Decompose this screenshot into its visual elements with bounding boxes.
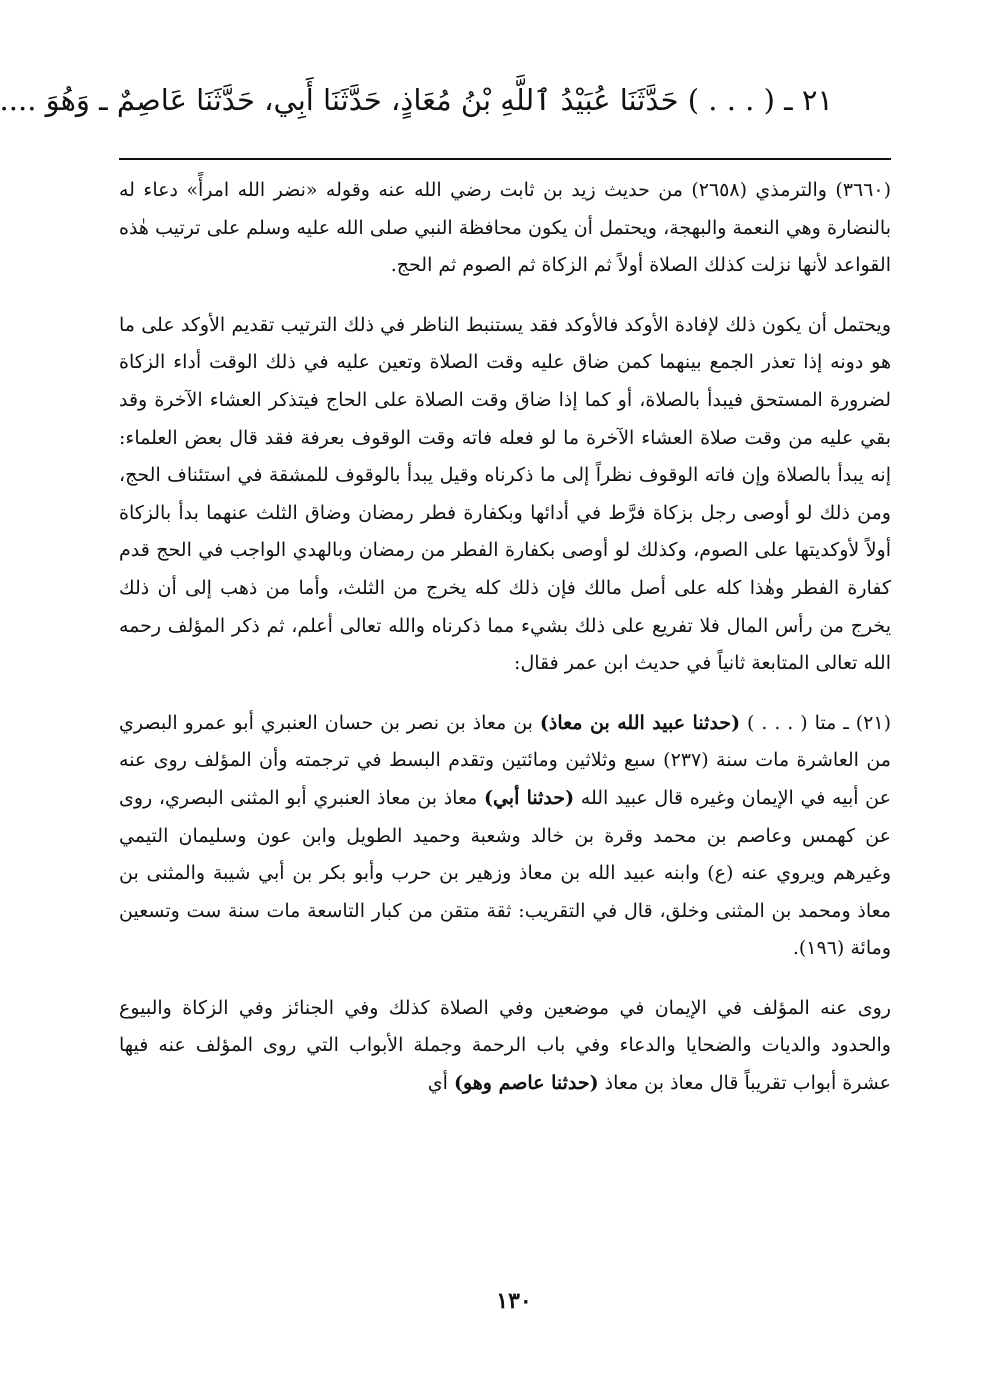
commentary-paragraph-4 [119, 990, 891, 1103]
narrator-text-2: معاذ بن معاذ العنبري أبو المثنى البصري، روى عن كهمس وعاصم بن محمد وقرة بن خالد وشعبة وحميد الطويل وابن عون وسليمان التيمي وغيرهم ويروي عنه (ع) وابنه عبيد الله بن معاذ وزهير بن حرب وأبو بكر بن أبي شيبة والمثنى بن معاذ ومحمد بن المثنى وخلق، قال في التقريب: ثقة متقن من كبار التاسعة مات سنة ست وتسعين ومائة (١٩٦). [119, 786, 891, 960]
hadith-text-line: ٢١ ـ ( . . . ) حَدَّثَنَا عُبَيْدُ ٱللَّهِ بْنُ مُعَاذٍ، حَدَّثَنَا أَبِي، حَدَّثَنَا عَاصِمٌ ـ وَهُوَ .... [0, 83, 833, 117]
commentary-paragraph-1: (٣٦٦٠) والترمذي (٢٦٥٨) من حديث زيد بن ثابت رضي الله عنه وقوله «نضر الله امرأً» دعاء له بالنضارة وهي النعمة والبهجة، ويحتمل أن يكون محافظة النبي صلى الله عليه وسلم على ترتيب هٰذه القواعد لأنها نزلت كذلك الصلاة أولاً ثم الزكاة ثم الصوم ثم الحج. [119, 179, 892, 277]
commentary-body [119, 172, 891, 1125]
narrator-quote-3: (حدثنا عاصم وهو) [453, 1072, 599, 1095]
commentary-paragraph-3 [119, 705, 891, 968]
paragraph-lead: (٢١) ـ متا ( . . . ) [747, 711, 891, 734]
narrator-quote-1: (حدثنا عبيد الله بن معاذ) [539, 711, 741, 734]
narrator-text-1: بن معاذ بن نصر بن حسان العنبري أبو عمرو البصري من العاشرة مات سنة (٢٣٧) سبع وثلاثين ومائتين وتقدم البسط في ترجمته وأن المؤلف روى عنه عن أبيه في الإيمان وغيره قال عبيد الله [119, 711, 891, 809]
narrator-text-3: روى عنه المؤلف في الإيمان في موضعين وفي الصلاة كذلك وفي الجنائز وفي الزكاة والبيوع والحدود والديات والضحايا والدعاء وفي باب الرحمة وجملة الأبواب التي روى المؤلف عنه فيها عشرة أبواب تقريباً قال معاذ بن معاذ [119, 996, 891, 1095]
narrator-text-4: أي [427, 1072, 448, 1095]
separator-rule [119, 158, 891, 160]
narrator-quote-2: (حدثنا أبي) [483, 786, 575, 809]
page-number: ١٣٠ [496, 1288, 532, 1314]
commentary-paragraph-2: ويحتمل أن يكون ذلك لإفادة الأوكد فالأوكد فقد يستنبط الناظر في ذلك الترتيب تقديم الأوكد على ما هو دونه إذا تعذر الجمع بينهما كمن ضاق عليه وقت الصلاة وتعين عليه في ذلك الوقت أداء الزكاة لضرورة المستحق فيبدأ بالصلاة، أو كما إذا ضاق وقت الصلاة على الحاج فيتذكر العشاء الآخرة وقد بقي عليه من وقت صلاة العشاء الآخرة ما لو فعله فاته وقت الوقوف بعرفة فقد قال بعض العلماء: إنه يبدأ بالصلاة وإن فاته الوقوف نظراً إلى ما ذكرناه وقيل يبدأ بالوقوف للمشقة في استئناف الحج، ومن ذلك لو أوصى رجل بزكاة فرَّط في أدائها وبكفارة فطر رمضان وضاق الثلث عنهما بدأ بالزكاة أولاً لأوكديتها على الصوم، وكذلك لو أوصى بكفارة الفطر من رمضان وبالهدي الواجب في الحج قدم كفارة الفطر وهٰذا كله على أصل مالك فإن ذلك كله يخرج من الثلث، وأما من ذهب إلى أن ذلك يخرج من رأس المال فلا تفريع على ذلك بشيء مما ذكرناه والله تعالى أعلم، ثم ذكر المؤلف رحمه الله تعالى المتابعة ثانياً في حديث ابن عمر فقال: [119, 313, 891, 675]
